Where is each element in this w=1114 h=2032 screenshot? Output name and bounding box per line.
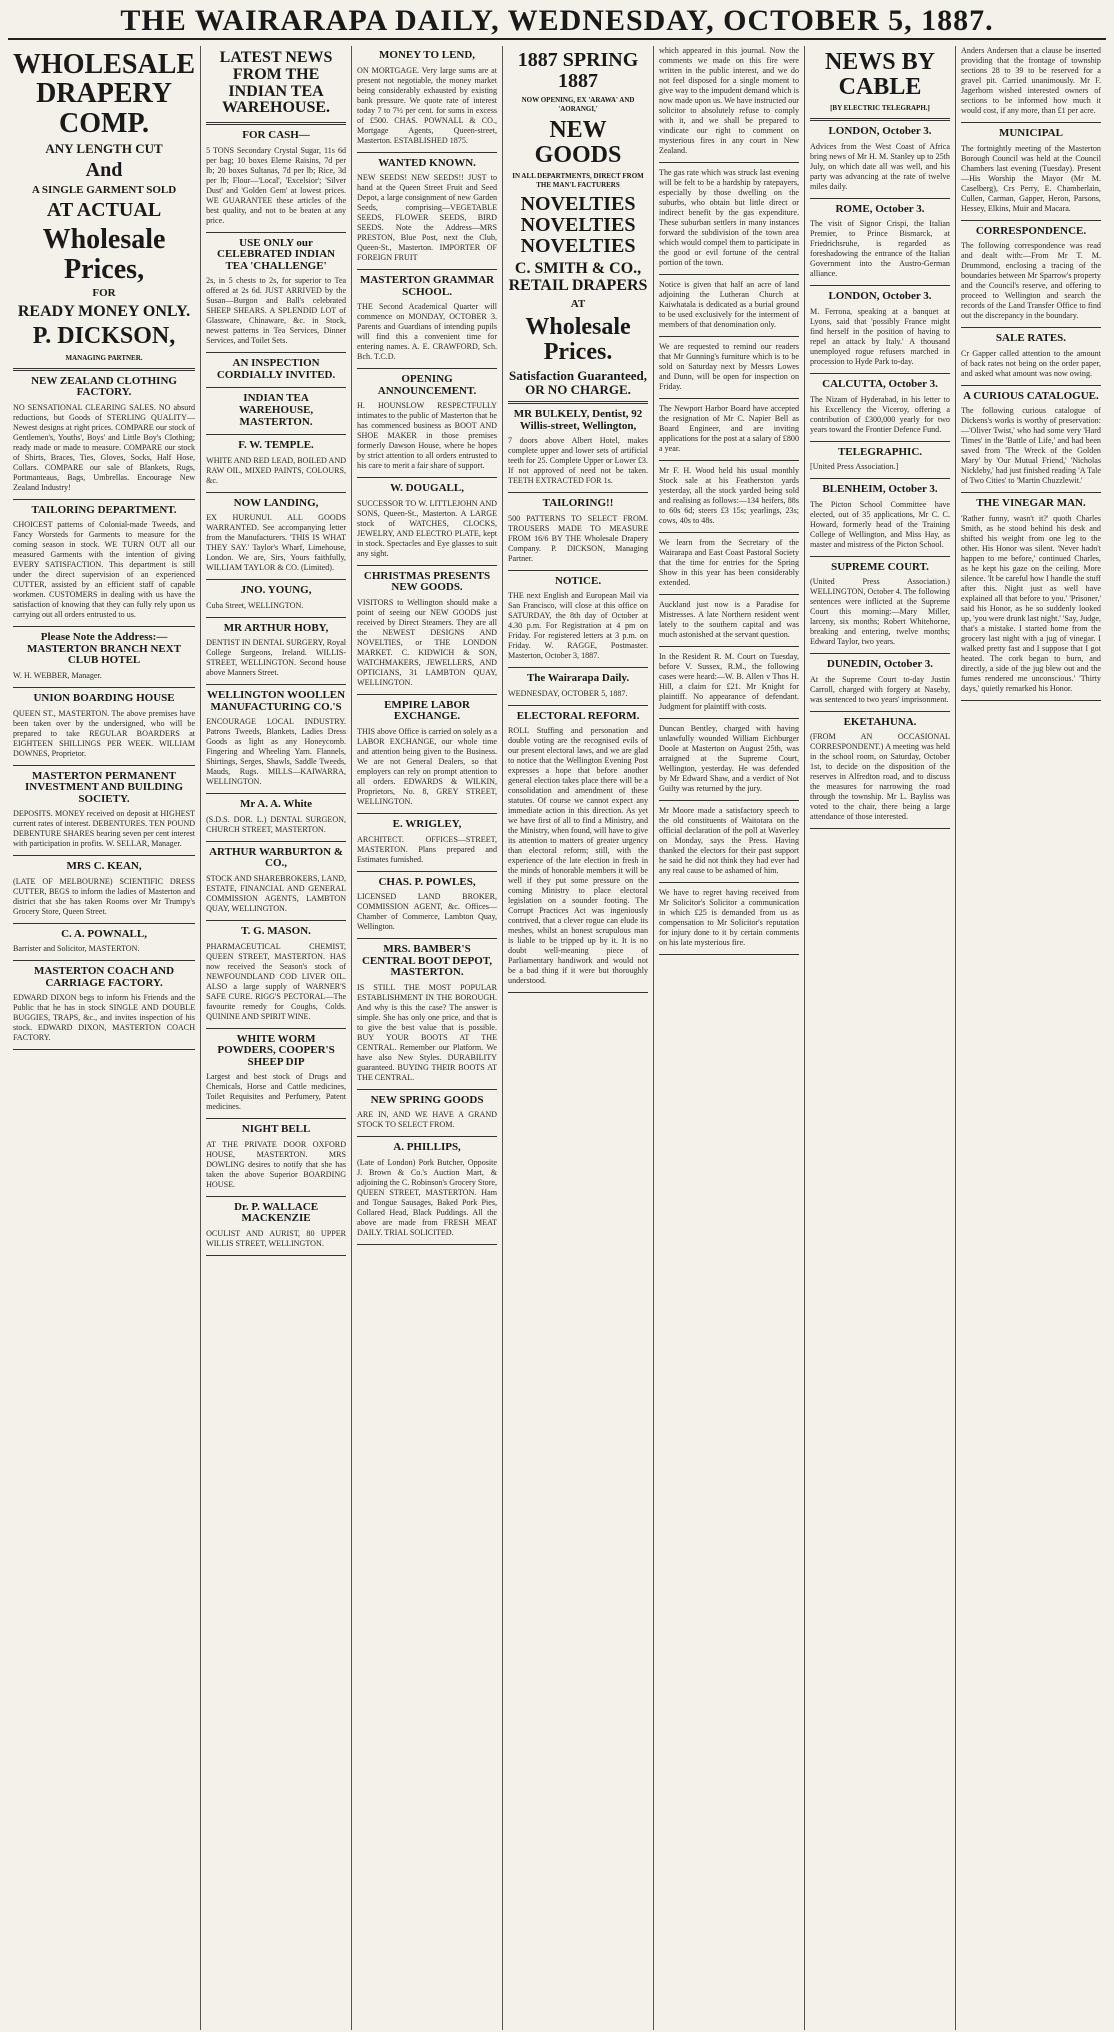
divider — [659, 594, 799, 595]
article-title: Dr. P. WALLACE MACKENZIE — [234, 1200, 319, 1225]
article-text: CHOICEST patterns of Colonial-made Tweeds, and Fancy Worsteds for Garments to measure for the coming season in stock. WE TURN OUT all our measured Garments with the intention of giving EVERY SATISFACTION. This department is still under the direct supervision of an experienced CUTTER, assisted by an efficient staff of capable workmen. CUSTOMERS in dealing with us have the satisfaction of knowing that they can fully rely upon us carrying out all orders entrusted to us. — [13, 520, 196, 620]
divider — [206, 492, 346, 493]
article — [13, 861, 195, 917]
divider — [810, 373, 950, 374]
article-text: VISITORS to Wellington should make a point of seeing our NEW GOODS just received by Direct Steamers. They are all the NEWEST DESIGNS AND NOVELTIES, or THE LONDON MARKET. C. KIDWICH & SON, WATCHMAKERS, JEWELLERS, AND OPTICIANS, 31 LAMBTON QUAY, WELLINGTON. — [357, 597, 498, 687]
article — [206, 1202, 346, 1249]
article-text: EDWARD DIXON begs to inform his Friends and the Public that he has in stock SINGLE AND DOUBLE BUGGIES, TRAPS, &c., and invites inspection of his stock. EDWARD DIXON, MASTERTON COACH FACTORY. — [13, 993, 196, 1043]
divider — [206, 793, 346, 794]
article-title: W. DOUGALL, — [390, 482, 464, 495]
article — [206, 799, 346, 835]
article-text: 'Rather funny, wasn't it?' quoth Charles Smith, as he stood behind his desk and shifted his weight from one leg to the other. His Honor was silent. 'Never hadn't happen to me before,' continued Charles, as he kept his gaze on the ceiling. More silence. 'It be careful how I handle the stuff after this. Night just as well have explained all that before to you.' 'Prisoner,' said his Honor, as he so suddenly looked up, 'you were drunk last night.' 'Say, Judge, that's a mistake. I started home from the grocery last night with a jug of vinegar. I walked pretty fast and I suppose that I got heated. The cork began to burn, and directly, a side of the jug blew out and the fumes rendered me unconscious.' 'Thirty days,' quietly remarked his Honor. — [960, 513, 1101, 693]
article-text: 2s, in 5 chests to 2s, for superior to Tea offered at 2s 6d. JUST ARRIVED by the Susan—Burgon and Ball's celebrated SHEEP SHEARS. A SPLENDID LOT of Glassware, Chinaware, &c. in Stock, newest patterns in Tea Services, Dinner Services, and Toilet Sets. — [206, 276, 347, 346]
article-title: BLENHEIM, October 3. — [822, 483, 938, 496]
article-text: SUCCESSOR TO W. LITTLEJOHN AND SONS, Queen-St., Masterton. A LARGE stock of WATCHES, CLOCKS, JEWELRY, AND ELECTRO PLATE, kept in stock. Spectacles and Eye glasses to suit any sight. — [357, 498, 498, 558]
article-text: PHARMACEUTICAL CHEMIST, QUEEN STREET, MASTERTON. HAS now received the Season's stock of NEWFOUNDLAND COD LIVER OIL. ALSO a large supply of WARNER'S SAFE CURE. RIGG'S PECTORAL—The favourite remedy for Coughs, Colds. QUININE AND SPIRIT WINE. — [206, 941, 347, 1021]
article-title: UNION BOARDING HOUSE — [33, 691, 175, 704]
divider — [357, 368, 497, 369]
divider — [206, 617, 346, 618]
article-title: F. W. TEMPLE. — [238, 439, 314, 452]
column-6 — [805, 46, 956, 2030]
article — [206, 1124, 346, 1190]
divider — [206, 122, 346, 125]
divider — [13, 855, 195, 856]
article-text: (LATE OF MELBOURNE) SCIENTIFIC DRESS CUTTER, BEGS to inform the ladies of Masterton and district that she has taken Rooms over Mr Trumpy's Grocery Store, Queen Street. — [13, 876, 196, 916]
article — [206, 130, 346, 226]
article-title: INDIAN TEA WAREHOUSE, MASTERTON. — [238, 392, 314, 428]
article-title: NEW SPRING GOODS — [370, 1093, 484, 1106]
article-text: The visit of Signor Crispi, the Italian Premier, to Prince Bismarck, at Friedrichsruhe, is regarded as foreshadowing the entrance of the Italian Government into the Austro-German alliance. — [810, 219, 950, 279]
article-text: DENTIST IN DENTAL SURGERY, Royal College Surgeons, Ireland. WILLIS-STREET, WELLINGTON. Second house above Manners Street. — [206, 638, 347, 678]
divider — [810, 198, 950, 199]
article — [206, 498, 346, 574]
article-text: WEDNESDAY, OCTOBER 5, 1887. — [508, 688, 628, 698]
column-1 — [8, 46, 201, 2030]
article-title: NOW LANDING, — [233, 496, 319, 509]
article — [357, 158, 497, 264]
headline: [BY ELECTRIC TELEGRAPH.] — [830, 104, 930, 113]
article-title: C. A. POWNALL, — [61, 927, 147, 940]
headline: LATEST NEWS FROM THE INDIAN TEA WAREHOUSE. — [219, 49, 333, 117]
divider — [357, 938, 497, 939]
article-title: WANTED KNOWN. — [378, 156, 476, 169]
article-text: 7 doors above Albert Hotel, makes complete upper and lower sets of artificial teeth for 25. Complete Upper or Lower £3. If not approved of need not be taken. TEETH EXTRACTED FOR 1s. — [508, 436, 649, 486]
article — [357, 819, 497, 865]
article-title: NIGHT BELL — [241, 1123, 311, 1136]
article-title: MASTERTON COACH AND CARRIAGE FACTORY. — [34, 965, 175, 989]
divider — [13, 765, 195, 766]
article-text: Largest and best stock of Drugs and Chemicals, Horse and Cattle medicines, Toilet Requisites and Perfumery, Patent medicines. — [206, 1072, 347, 1112]
article-text: OCULIST AND AURIST, 80 UPPER WILLIS STREET, WELLINGTON. — [206, 1228, 347, 1248]
article-text: The following correspondence was read and dealt with:—From Mr T. M. Drummond, enclosing a tracing of the boundaries between Mr Sparrow's property and the Council's reserve, and offering to proceed to Wellington and search the records of the Land Transfer Office to find out the discrepancy in the boundary. — [960, 241, 1101, 321]
article-title: MONEY TO LEND, — [379, 49, 476, 61]
article-text: The Newport Harbor Board have accepted the resignation of Mr C. Napier Bell as Board Engineer, and are inviting applications for the post at a salary of £800 a year. — [659, 404, 799, 453]
headline: C. SMITH & CO., RETAIL DRAPERS — [508, 260, 648, 295]
article — [13, 966, 195, 1043]
article — [659, 888, 799, 948]
article-title: MUNICIPAL — [998, 127, 1063, 139]
article — [508, 498, 648, 564]
article-title: Please Note the Address:— MASTERTON BRANCH NEXT CLUB HOTEL — [27, 631, 182, 667]
divider — [357, 152, 497, 153]
article — [357, 374, 497, 471]
article-text: (S.D.S. DOR. L.) DENTAL SURGEON, CHURCH STREET, MASTERTON. — [206, 814, 347, 834]
article — [357, 275, 497, 362]
divider — [206, 920, 346, 921]
article-text: (Late of London) Pork Butcher, Opposite J. Brown & Co.'s Auction Mart, & adjoining the C. Robinson's Grocery Store, QUEEN STREET, MASTERTON. Ham and Tongue Sausages, Baked Pork Pies, Collared Head, Black Puddings. All the above are made from FRESH MEAT DAILY. TRIAL SOLICITED. — [357, 1157, 498, 1237]
divider — [206, 684, 346, 685]
article-title: Mr A. A. White — [240, 798, 313, 811]
article-text: NO SENSATIONAL CLEARING SALES. NO absurd reductions, but Goods of STERLING QUALITY—Newest designs at right prices. COMPARE our stock of Gentlemen's, Youths', Boys' and Little Boy's Clothing; ready made or made to measure. COMPARE our stock of Shirts, Braces, Ties, Gloves, Socks, Half Hose, Collars. COMPARE our sale of Blankets, Rugs, Portmanteaus, Bags, Umbrellas. Encourage New Zealand Industry! — [13, 402, 196, 492]
column-4 — [503, 46, 654, 2030]
divider — [659, 274, 799, 275]
headline: AT — [570, 297, 586, 310]
divider — [206, 1028, 346, 1029]
divider — [810, 556, 950, 557]
article — [659, 280, 799, 330]
article-title: THE VINEGAR MAN. — [976, 497, 1086, 510]
divider — [508, 992, 648, 993]
article — [508, 576, 648, 662]
article-title: DUNEDIN, October 3. — [826, 658, 934, 671]
article-text: We have to regret having received from Mr Solicitor's Solicitor a communication in which £25 is demanded from us as compensation to Mr Solicitor's reputation for injury done to it by certain comments on his late mysterious fire. — [659, 888, 799, 947]
divider — [13, 626, 195, 627]
article-text: We learn from the Secretary of the Wairarapa and East Coast Pastoral Society that the time for entries for the Spring Show in this year has been considerably extended. — [659, 538, 799, 587]
divider — [206, 579, 346, 580]
article — [206, 623, 346, 679]
article — [961, 498, 1101, 694]
divider — [810, 118, 950, 121]
headline: FOR — [92, 287, 116, 300]
article-text: The Picton School Committee have elected, out of 35 applications, Mr C. C. Howard, formerly head of the Training College of Wellington, and Miss Hay, as master and mistress of the Picton School. — [810, 499, 950, 549]
divider — [13, 1049, 195, 1050]
article — [206, 1034, 346, 1113]
divider — [508, 667, 648, 668]
article-text: QUEEN ST., MASTERTON. The above premises have been taken over by the undersigned, who will be prepared to take REGULAR BOARDERS at EIGHTEEN SHILLINGS PER WEEK. WILLIAM DOWNES, Proprietor. — [13, 708, 196, 758]
article — [206, 926, 346, 1022]
article-title: CHAS. P. POWLES, — [378, 875, 476, 888]
divider — [508, 570, 648, 571]
article-title: EMPIRE LABOR EXCHANGE. — [384, 698, 470, 723]
article-title: ROME, October 3. — [835, 202, 925, 215]
article-text: 5 TONS Secondary Crystal Sugar, 11s 6d per bag; 10 boxes Eleme Raisins, 7d per lb; 20 boxes Sultanas, 7d per lb; Rice, 3d per lb; Flour—'Local', 'Excelsior'; 'Silver Dust' and 'Golden Gem' at lowest prices. WE GUARANTEE these articles of the best quality, and not to be beaten at any price. — [206, 145, 347, 225]
divider — [357, 694, 497, 695]
article-title: MRS. BAMBER'S CENTRAL BOOT DEPOT, MASTERTON. — [361, 943, 493, 979]
headline: AT ACTUAL — [46, 199, 162, 222]
article-title: CHRISTMAS PRESENTS NEW GOODS. — [363, 569, 491, 594]
article-text: 500 PATTERNS TO SELECT FROM. TROUSERS MADE TO MEASURE FROM 16/6 BY THE Wholesale Drapery Company. P. DICKSON, Managing Partner. — [508, 513, 649, 563]
article — [357, 1142, 497, 1238]
article-text: ENCOURAGE LOCAL INDUSTRY. Patrons Tweeds, Blankets, Ladies Dress Goods as light as any Honeycomb. Fingering and Wheeling Yarn. Flannels, Shirtings, Serges, Shawls, Saddle Tweeds, Mauds, Rugs. MILLS—KAIWARRA, WELLINGTON. — [206, 717, 347, 787]
column-5 — [654, 46, 805, 2030]
headline: Wholesale Prices. — [525, 313, 631, 365]
article — [206, 393, 346, 428]
divider — [357, 565, 497, 566]
divider — [659, 398, 799, 399]
article-title: MASTERTON GRAMMAR SCHOOL. — [359, 274, 495, 298]
article — [13, 929, 195, 955]
article — [810, 291, 950, 367]
article-title: NEW ZEALAND CLOTHING FACTORY. — [31, 374, 177, 399]
divider — [961, 385, 1101, 386]
divider — [961, 700, 1101, 701]
article — [13, 632, 195, 681]
headline: Wholesale Prices, — [42, 224, 166, 285]
headline: Satisfaction Guaranteed, OR NO CHARGE. — [509, 367, 647, 397]
divider — [357, 1089, 497, 1090]
article-title: USE ONLY our CELEBRATED INDIAN TEA 'CHALLENGE' — [217, 236, 336, 272]
article-text: (United Press Association.) WELLINGTON, October 4. The following sentences were inflicted at the Supreme Court this morning:—Mary Miller, larceny, six months; Robert Whitehorne, breaking and entering, twelve months; Edward Taylor, two years. — [810, 577, 950, 647]
divider — [659, 162, 799, 163]
divider — [206, 841, 346, 842]
article-title: CALCUTTA, October 3. — [822, 378, 938, 391]
article-text: WHITE AND RED LEAD, BOILED AND RAW OIL, MIXED PAINTS, COLOURS, &c. — [206, 455, 347, 485]
article-text: Mr F. H. Wood held his usual monthly Stock sale at his Featherston yards yesterday, all the stock yarded being sold and realising as follows:—134 heifers, 88s to 60s 6d; steers £3 15s; yearlings, 23s; cows, 40s to 48s. — [659, 466, 799, 525]
article — [810, 447, 950, 473]
divider — [659, 646, 799, 647]
divider — [659, 532, 799, 533]
masthead-title: THE WAIRARAPA DAILY, WEDNESDAY, OCTOBER 5, 1887. — [8, 4, 1106, 40]
headline: P. DICKSON, — [32, 323, 176, 350]
headline: NOVELTIES NOVELTIES NOVELTIES — [520, 193, 636, 258]
divider — [508, 492, 648, 493]
article — [206, 585, 346, 611]
article-title: EKETAHUNA. — [843, 715, 917, 728]
divider — [13, 923, 195, 924]
article-text: IS STILL THE MOST POPULAR ESTABLISHMENT IN THE BOROUGH. And why is this the case? The answer is simple. She has only one price, and that is to give the best value that is possible. BUY YOUR BOOTS AT THE CENTRAL. Remember our Platform. We have also New Styles. DURABILITY guaranteed. BUYING THEIR BOOTS AT THE CENTRAL. — [357, 982, 498, 1082]
article — [810, 484, 950, 550]
article-title: TELEGRAPHIC. — [837, 445, 923, 458]
divider — [357, 1136, 497, 1137]
divider — [357, 813, 497, 814]
article — [659, 600, 799, 640]
article — [206, 358, 346, 381]
article-text: DEPOSITS. MONEY received on deposit at HIGHEST current rates of interest. DEBENTURES. TEN POUND DEBENTURE SHARES bearing seven per cent interest with participation in profits. W. SELLAR, Manager. — [13, 809, 196, 849]
article — [659, 168, 799, 268]
columns — [8, 46, 1106, 2030]
headline: MANAGING PARTNER. — [65, 353, 143, 362]
divider — [206, 1118, 346, 1119]
article — [659, 724, 799, 794]
article-text: ON MORTGAGE. Very large sums are at present not negotiable, the money market being considerably exhausted by existing bank pressure. We quote rate of interest today 7 to 7½ per cent. for sums in excess of £500. CHAS. POWNALL & CO., Mortgage Agents, Queen-street, Masterton. ESTABLISHED 1875. — [357, 65, 498, 145]
article-title: LONDON, October 3. — [828, 290, 932, 303]
headline: 1887 SPRING 1887 — [517, 49, 639, 92]
divider — [659, 800, 799, 801]
column-3 — [352, 46, 503, 2030]
article-text: W. H. WEBBER, Manager. — [13, 670, 102, 680]
divider — [206, 434, 346, 435]
headline: WHOLESALE DRAPERY COMP. — [13, 49, 196, 139]
article-title: MASTERTON PERMANENT INVESTMENT AND BUILDING SOCIETY. — [24, 769, 184, 805]
article-text: Cuba Street, WELLINGTON. — [206, 600, 304, 610]
article-text: THE next English and European Mail via San Francisco, will close at this office on SATURDAY, the 8th day of October at 4.30 p.m. For Registration at 4 pm on Friday. For registered letters at 3 p.m. on Friday. W. RAGGE, Postmaster. Masterton, October 3, 1887. — [508, 591, 649, 661]
article — [961, 226, 1101, 322]
divider — [357, 1244, 497, 1245]
article-text: ROLL Stuffing and personation and double voting are the recognised evils of our present electoral laws, and we are glad to notice that the Wellington Evening Post expresses a hope that before another general election takes place there will be a consolidation and amendment of these statutes. Of course we cannot expect any immediate action in this direction. As yet we have first of all to find a Ministry, and the Ministry, when found, will have to give its attention to matters of greater urgency than electoral reform; still, with the experience of the late election in fresh in the minds of honorable members it will be well if they put some pressure on the coming Ministry to place electoral legislation on a sounder footing. The Corrupt Practices Act was ingeniously contrived, that a clever rogue can elude its meshes, whilst an honest scrupulous man is liable to be tripped up by it. It is no doubt well-meaning piece of Parliamentary handiwork and would not be a bad thing if it were but thoroughly understood. — [508, 726, 649, 986]
divider — [810, 711, 950, 712]
article-text: [United Press Association.] — [810, 462, 899, 472]
article — [810, 562, 950, 648]
article — [13, 505, 195, 621]
article-text: In the Resident R. M. Court on Tuesday, before V. Sussex, R.M., the following cases were heard:—W. B. Allen v Thos H. Hill, a claim for £21. Mr Knight for plaintiff. No appearance of defendant. Judgment for plaintiff with costs. — [659, 652, 799, 711]
article-text: Anders Andersen that a clause be inserted providing that the frontage of township sections 28 to 39 to be reserved for a gravel pit. Carried unanimously. Mr F. Jagerhorn wished interested owners of sections to be informed how much it would cost, if any more, than £1 per acre. — [960, 46, 1101, 115]
article-text: We are requested to remind our readers that Mr Gunning's furniture which is to be sold on Saturday next by Messrs Lowes and Dunn, will be open for inspection on Friday. — [659, 342, 799, 391]
article-title: MR ARTHUR HOBY, — [223, 621, 329, 634]
article-text: ARE IN, AND WE HAVE A GRAND STOCK TO SELECT FROM. — [357, 1110, 498, 1130]
article-title: TAILORING!! — [542, 497, 614, 510]
headline: IN ALL DEPARTMENTS, DIRECT FROM THE MAN'L FACTURERS — [512, 172, 644, 190]
article — [961, 391, 1101, 487]
article-text: M. Ferrona, speaking at a banquet at Lyons, said that 'possibly France might find herself in the position of having to repel an attack by Italy.' A thousand unemployed rogue refusers marched in procession to Hyde Park to-day. — [810, 307, 950, 367]
article-title: TAILORING DEPARTMENT. — [31, 503, 177, 516]
article-title: A. PHILLIPS, — [393, 1141, 461, 1154]
divider — [508, 705, 648, 706]
divider — [810, 285, 950, 286]
article-title: AN INSPECTION CORDIALLY INVITED. — [216, 357, 336, 381]
article-title: CORRESPONDENCE. — [975, 224, 1087, 237]
article — [357, 483, 497, 559]
headline: And — [85, 158, 123, 181]
article — [961, 46, 1101, 116]
divider — [13, 960, 195, 961]
article — [206, 238, 346, 347]
divider — [13, 687, 195, 688]
divider — [13, 499, 195, 500]
divider — [961, 122, 1101, 123]
divider — [659, 882, 799, 883]
article — [13, 771, 195, 850]
article-title: WHITE WORM POWDERS, COOPER'S SHEEP DIP — [217, 1032, 335, 1068]
article — [659, 466, 799, 526]
article-title: The Wairarapa Daily. — [526, 672, 630, 685]
column-7 — [956, 46, 1106, 2030]
article-text: Notice is given that half an acre of land adjoining the Lutheran Church at Kaiwhatala is dedicated as a burial ground to be used exclusively for the interment of members of that denomination only. — [659, 280, 799, 329]
divider — [206, 232, 346, 233]
article — [206, 847, 346, 914]
article-title: A CURIOUS CATALOGUE. — [963, 389, 1099, 402]
article-title: MR BULKELY, Dentist, 92 Willis-street, Wellington, — [513, 408, 643, 432]
article-text: LICENSED LAND BROKER, COMMISSION AGENT, &c. Offices—Chamber of Commerce, Lambton Quay, Wellington. — [357, 892, 498, 932]
article — [810, 659, 950, 705]
article-title: MRS C. KEAN, — [66, 860, 142, 873]
divider — [13, 368, 195, 371]
article — [357, 1095, 497, 1131]
article-title: NOTICE. — [554, 574, 602, 587]
article — [13, 376, 195, 493]
article — [810, 126, 950, 192]
headline: A SINGLE GARMENT SOLD — [31, 183, 177, 196]
article — [659, 342, 799, 392]
article — [13, 693, 195, 759]
article-text: Mr Moore made a satisfactory speech to the old constituents of Waitotara on the official declaration of the poll at Waverley on Monday, says the Press. Having thanked the electors for their past support he said he did not think they had ever had any real cause to be ashamed of him. — [659, 806, 799, 875]
article-text: The fortnightly meeting of the Masterton Borough Council was held at the Council Chambers last evening (Tuesday). Present—His Worship the Mayor (Mr M. Caselberg), Crs Perry, E. Chamberlain, Cullen, Carman, Gapper, Heron, Parsons, Hessey, Elkins, Muir and Macara. — [960, 143, 1101, 213]
article — [659, 652, 799, 712]
divider — [659, 460, 799, 461]
article-text: The following curious catalogue of Dickens's works is worthy of preservation:—'Oliver Twist,' who had some very 'Hard Times' in the 'Battle of Life,' and had been saved from 'The Wreck of the Golden Mary' by 'Our Mutual Friend,' 'Nicholas Nickleby,' had just finished reading 'A Tale of Two Cities' to 'Martin Chuzzlewit.' — [960, 406, 1101, 486]
article — [357, 700, 497, 807]
divider — [810, 653, 950, 654]
article-title: LONDON, October 3. — [828, 125, 932, 138]
article-text: Auckland just now is a Paradise for Mistresses. A late Northern resident went lately to the southern capital and was much astonished at the servant question. — [659, 600, 799, 639]
article-text: THE Second Academical Quarter will commence on MONDAY, OCTOBER 3. Parents and Guardians of intending pupils will find this a convenient time for entering names. A. E. CRAWFORD, Sch. Bch. T.C.D. — [357, 302, 498, 362]
article-title: JNO. YOUNG, — [240, 584, 312, 597]
article — [206, 690, 346, 787]
article — [508, 409, 648, 486]
article-text: The gas rate which was struck last evening will be felt to be a hardship by ratepayers, especially by those dwelling on the suburbs, who obtain but little direct or indirect benefit by the gas expenditure. These suburban settlers in many instances forward the subdivision of the town area which would compel them to participate in the good or evil fortune of the central portion of the town. — [659, 168, 799, 267]
divider — [659, 954, 799, 955]
article — [357, 571, 497, 688]
article — [659, 806, 799, 876]
article — [508, 673, 648, 699]
article — [810, 204, 950, 280]
article-title: WELLINGTON WOOLLEN MANUFACTURING CO.'S — [207, 689, 346, 713]
divider — [357, 477, 497, 478]
article-text: At the Supreme Court to-day Justin Carroll, charged with forgery at Naseby, was sentenced to two years' imprisonment. — [810, 674, 950, 704]
headline: NOW OPENING, EX 'ARAWA' AND 'AORANGI,' — [521, 96, 635, 113]
divider — [206, 1196, 346, 1197]
article — [357, 944, 497, 1083]
divider — [810, 828, 950, 829]
article — [357, 50, 497, 146]
divider — [810, 441, 950, 442]
divider — [961, 327, 1101, 328]
article — [810, 717, 950, 823]
article-text: EX HURUNUI. ALL GOODS WARRANTED. See accompanying letter from the Manufacturers. 'THIS IS WHAT THEY SAY.' Taylor's Wharf, Limehouse, London. We are, Sirs, Yours faithfully, WILLIAM TAYLOR & CO. (Limited). — [206, 513, 347, 573]
article-title: ELECTORAL REFORM. — [516, 709, 640, 722]
article-title: OPENING ANNOUNCEMENT. — [377, 373, 477, 397]
article-title: SALE RATES. — [995, 332, 1067, 345]
article — [961, 128, 1101, 214]
article-title: ARTHUR WARBURTON & CO., — [209, 845, 343, 870]
divider — [357, 269, 497, 270]
article-text: THIS above Office is carried on solely as a LABOR EXCHANGE, our whole time and attention being given to the Business. We are not General Dealers, so that employers can rely on prompt attention to all orders. EDWARDS & WILKIN, Proprietors, No. 8, GREY STREET, WELLINGTON. — [357, 727, 498, 807]
divider — [508, 401, 648, 404]
divider — [810, 478, 950, 479]
headline: READY MONEY ONLY. — [17, 302, 191, 320]
article-text: Barrister and Solicitor, MASTERTON. — [13, 944, 140, 954]
divider — [659, 336, 799, 337]
headline: ANY LENGTH CUT — [45, 141, 163, 157]
divider — [961, 492, 1101, 493]
divider — [659, 718, 799, 719]
article — [357, 877, 497, 933]
article-text: ARCHITECT. OFFICES—STREET, MASTERTON. Plans prepared and Estimates furnished. — [357, 834, 498, 864]
article-text: Duncan Bentley, charged with having unlawfully wounded William Eichburger Doole at Masterton on August 25th, was arraigned at the Supreme Court, Wellington, yesterday. He was defended by Mr Edward Shaw, and a verdict of Not Guilty was returned by the jury. — [659, 724, 799, 793]
divider — [961, 220, 1101, 221]
column-2 — [201, 46, 352, 2030]
article-text: AT THE PRIVATE DOOR OXFORD HOUSE, MASTERTON. MRS DOWLING desires to notify that she has taken the above Superior BOARDING HOUSE. — [206, 1139, 347, 1189]
article — [659, 538, 799, 588]
article-title: FOR CASH— — [242, 129, 310, 142]
article-text: The Nizam of Hyderabad, in his letter to his Excellency the Viceroy, offering a contribution of £300,000 yearly for two years toward the Frontier Defence Fund. — [810, 394, 950, 434]
divider — [206, 352, 346, 353]
article-text: (FROM AN OCCASIONAL CORRESPONDENT.) A meeting was held in the school room, on Saturday, October 1st, to decide on the disposition of the reserves in Alfredton road, and to discuss the measures for narrowing the road through the township. Mr L. Bayliss was voted to the chair, there being a large attendance of those interested. — [810, 732, 950, 822]
article — [659, 46, 799, 156]
article — [810, 379, 950, 435]
article-text: which appeared in this journal. Now the comments we made on this fire were written in the public interest, and we do not feel disposed for a single moment to give way to the impudent demand which is now made upon us. We have instructed our solicitor to absolutely refuse to comply with it, and we shall be prepared to vindicate our right to comment on mysterious fires in any court in New Zealand. — [659, 46, 799, 155]
divider — [206, 387, 346, 388]
headline: NEW GOODS — [534, 117, 622, 169]
article-text: STOCK AND SHAREBROKERS, LAND, ESTATE, FINANCIAL AND GENERAL COMMISSION AGENTS, LAMBTON QUAY, WELLINGTON. — [206, 874, 347, 914]
divider — [357, 871, 497, 872]
article — [961, 333, 1101, 379]
divider — [206, 1255, 346, 1256]
article-text: NEW SEEDS! NEW SEEDS!! JUST to hand at the Queen Street Fruit and Seed Depot, a large consignment of new Garden Seeds, comprising—VEGETABLE SEEDS, FLOWER SEEDS, BIRD SEEDS. Note the Address—MRS PRESTON, Blue Post, next the Club, Queen-St., Masterton. IMPORTER OF FOREIGN FRUIT — [357, 173, 498, 263]
article — [659, 404, 799, 454]
article-text: H. HOUNSLOW RESPECTFULLY intimates to the public of Masterton that he has commenced business as BOOT AND SHOE MAKER in those premises formerly Dawson House, where he hopes by strict attention to all orders entrusted to his care to merit a fair share of support. — [357, 401, 498, 471]
article-title: SUPREME COURT. — [831, 560, 929, 573]
article — [508, 711, 648, 987]
article — [206, 440, 346, 486]
article-title: E. WRIGLEY, — [392, 818, 462, 831]
article-title: T. G. MASON. — [241, 925, 311, 938]
headline: NEWS BY CABLE — [824, 49, 935, 101]
article-text: Advices from the West Coast of Africa bring news of Mr H. M. Stanley up to 25th July, on which date all was well, and his party was advancing at the rate of twelve miles daily. — [810, 141, 950, 191]
article-text: Cr Gapper called attention to the amount of back rates not being on the order paper, and asked what amount was now owing. — [960, 348, 1101, 378]
